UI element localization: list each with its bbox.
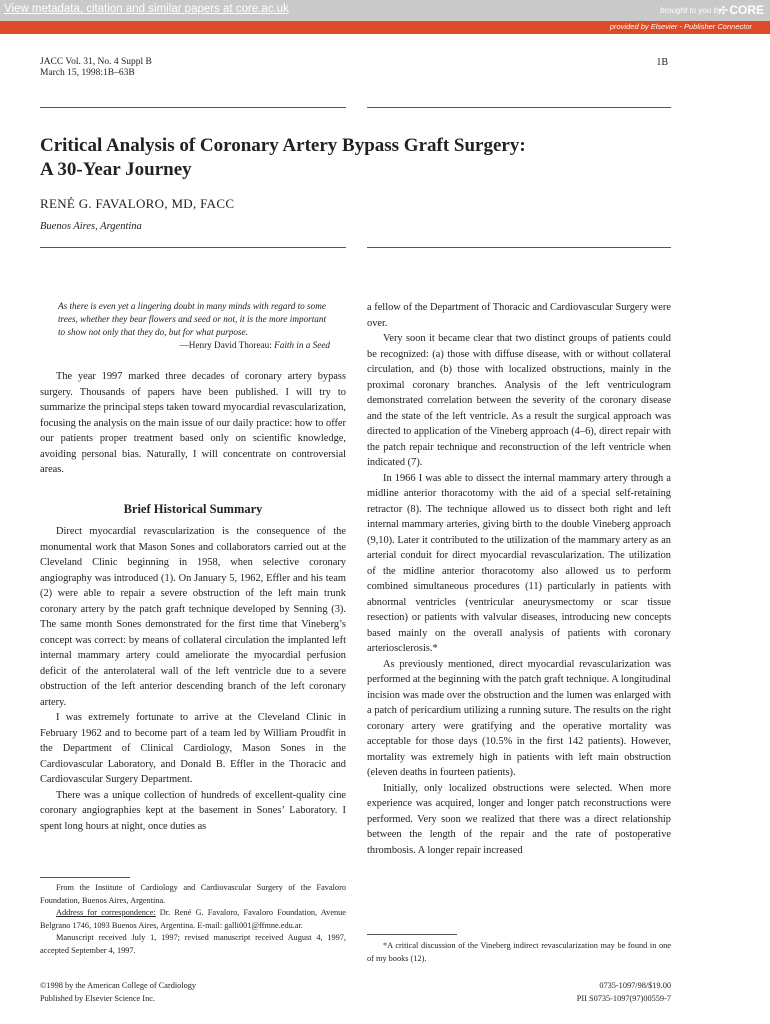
epigraph-work: Faith in a Seed [274,340,330,350]
footnotes-left [40,882,346,957]
paragraph: Initially, only localized obstructions were selected. When more experience was acquired, longer and longer patch reconstructions were performed. Very soon we realized that there was a direct relationship between the length of the repair and the rate of postoperative thrombosis. A longer repair increased [367,782,671,856]
epigraph-author: —Henry David Thoreau: [179,340,275,350]
correspondence-label: Address for correspondence: [56,908,156,917]
core-logo-icon: ✣ [718,5,728,17]
correspondence-text: Dr. René G. Favaloro, Favaloro Foundation, Avenue Belgrano 1746, 1093 Buenos Aires, Argentina. E-mail: galli001@ffmne.edu.ar. [40,908,346,930]
paragraph: I was extremely fortunate to arrive at the Cleveland Clinic in February 1962 and to become part of a team led by William Proudfit in the Department of Clinical Cardiology, Mason Sones in the Cardiovascular Laboratory, and Donald B. Effler in the Thoracic and Cardiovascular Surgery Department. [40,712,346,785]
copyright-block [40,980,346,1005]
brought-by-label: brought to you by [660,6,722,15]
title-line-2: A 30-Year Journey [40,159,192,180]
epigraph [58,300,330,352]
author-name: RENÉ G. FAVALORO, MD, FACC [40,196,235,211]
author-affiliation: Buenos Aires, Argentina [40,221,142,232]
section-heading: Brief Historical Summary [123,502,263,516]
header-rule-right [367,107,671,108]
provider-bar [0,21,770,34]
paragraph: As previously mentioned, direct myocardial revascularization was performed at the beginning with the patch graft technique. A longitudinal incision was made over the obstruction and the lumen was enlarged with a patch of pericardium utilizing a running suture. The results on the right coronary artery were gratifying and the operative mortality was acceptable for those days (10.5% in the first 142 patients). However, mortality was extremely high in patients with left main obstruction (eleven deaths in fourteen patients). [367,658,671,778]
epigraph-text: As there is even yet a lingering doubt in many minds with regard to some trees, whether they bear flowers and seed or not, it is the more important to show not only that they do, but for what purpose. [58,301,327,337]
header-rule-left [40,107,346,108]
paragraph: Very soon it became clear that two distinct groups of patients could be recognized: (a) those with diffuse disease, with or without collateral circulation, and (b) those with localized obstructions, mainly in the proximal coronary branches. Analysis of the left ventriculogram demonstrated correlation between the severity of the coronary disease and the state of the left ventricle. As a result the surgical approach was directed to application of the Vineberg approach (4–6), direct repair with the patch repair technique and reconstruction of the left ventricle when indicated (7). [367,333,671,468]
footnote-rule-left [40,877,130,878]
provider-label: provided by Elsevier - Publisher Connector [609,22,752,31]
journal-line-2: March 15, 1998:1B–63B [40,68,135,78]
pii: PII S0735-1097(97)00559-7 [576,993,671,1003]
body-column-right [367,300,671,858]
core-banner [0,0,770,21]
paragraph: There was a unique collection of hundreds of excellent-quality cine coronary angiographies kept at the basement in Sones’ Laboratory. I spent long hours at night, once duties as [40,789,346,832]
journal-line-1: JACC Vol. 31, No. 4 Suppl B [40,57,152,67]
paragraph: In 1966 I was able to dissect the internal mammary artery through a midline anterior thoracotomy with the aid of a special self-retaining retractor (8). The technique allowed us to dissect both right and left internal mammary arteries, giving birth to the double Vineberg approach (9,10). Later it contributed to the utilization of the mammary artery as an arterial conduit for direct myocardial revascularization. The utilization of the midline anterior thoracotomy also allowed us to perform combined simultaneous procedures (11) particularly in patients with abnormal ventricles (ventricular aneurysmectomy or scar tissue resection) or patients with valvular diseases, introducing new concepts based mainly on the overall analysis of patients with coronary arteriosclerosis.* [367,472,671,654]
journal-citation [40,57,152,79]
footnotes-right [367,940,671,965]
epigraph-attribution [58,339,330,352]
core-brand[interactable]: CORE [729,3,764,17]
issn: 0735-1097/98/$19.00 [599,981,671,990]
footnote-received: Manuscript received July 1, 1997; revised manuscript received August 4, 1997, accepted September 4, 1997. [40,933,346,955]
footnote-vineberg: *A critical discussion of the Vineberg indirect revascularization may be found in one of my books (12). [367,941,671,963]
title-rule-left [40,247,346,248]
footnote-rule-right [367,934,457,935]
article-title [40,134,680,182]
core-metadata-link[interactable]: View metadata, citation and similar papers at core.ac.uk [4,3,289,15]
body-column-left-continued [40,524,346,834]
copyright-line-2: Published by Elsevier Science Inc. [40,993,155,1003]
identifier-block [470,980,671,1005]
title-rule-right [367,247,671,248]
body-column-left [40,369,346,478]
footnote-institution: From the Institute of Cardiology and Cardiovascular Surgery of the Favaloro Foundation, Buenos Aires, Argentina. [40,883,346,905]
intro-paragraph: The year 1997 marked three decades of coronary artery bypass surgery. Thousands of papers have been published. I will try to summarize the principal steps taken toward myocardial revascularization, focusing the analysis on the main issue of our daily practice: how to offer our patients proper treatment based only on scientific knowledge, avoiding personal bias. Naturally, I will concentrate on controversial areas. [40,371,346,475]
copyright-line-1: ©1998 by the American College of Cardiology [40,981,197,990]
page-number: 1B [656,57,668,68]
paragraph: a fellow of the Department of Thoracic and Cardiovascular Surgery were over. [367,302,671,329]
footnote-correspondence [40,907,346,932]
paragraph: Direct myocardial revascularization is the consequence of the monumental work that Mason Sones and collaborators carried out at the Cleveland Clinic beginning in 1958, when selective coronary angiography was introduced (1). On January 5, 1962, Effler and his team (2) were able to repair a severe obstruction of the left main trunk coronary artery by the patch graft technique developed by Senning (3). The same month Sones demonstrated for the first time that Vineberg’s concept was correct: by means of collateral circulation the implanted left internal mammary artery could ameliorate the myocardial perfusion deficit of the anterolateral wall of the left ventricle due to a severe obstruction of the left anterior descending branch of the left coronary artery. [40,526,346,708]
title-line-1: Critical Analysis of Coronary Artery Bypass Graft Surgery: [40,135,526,156]
